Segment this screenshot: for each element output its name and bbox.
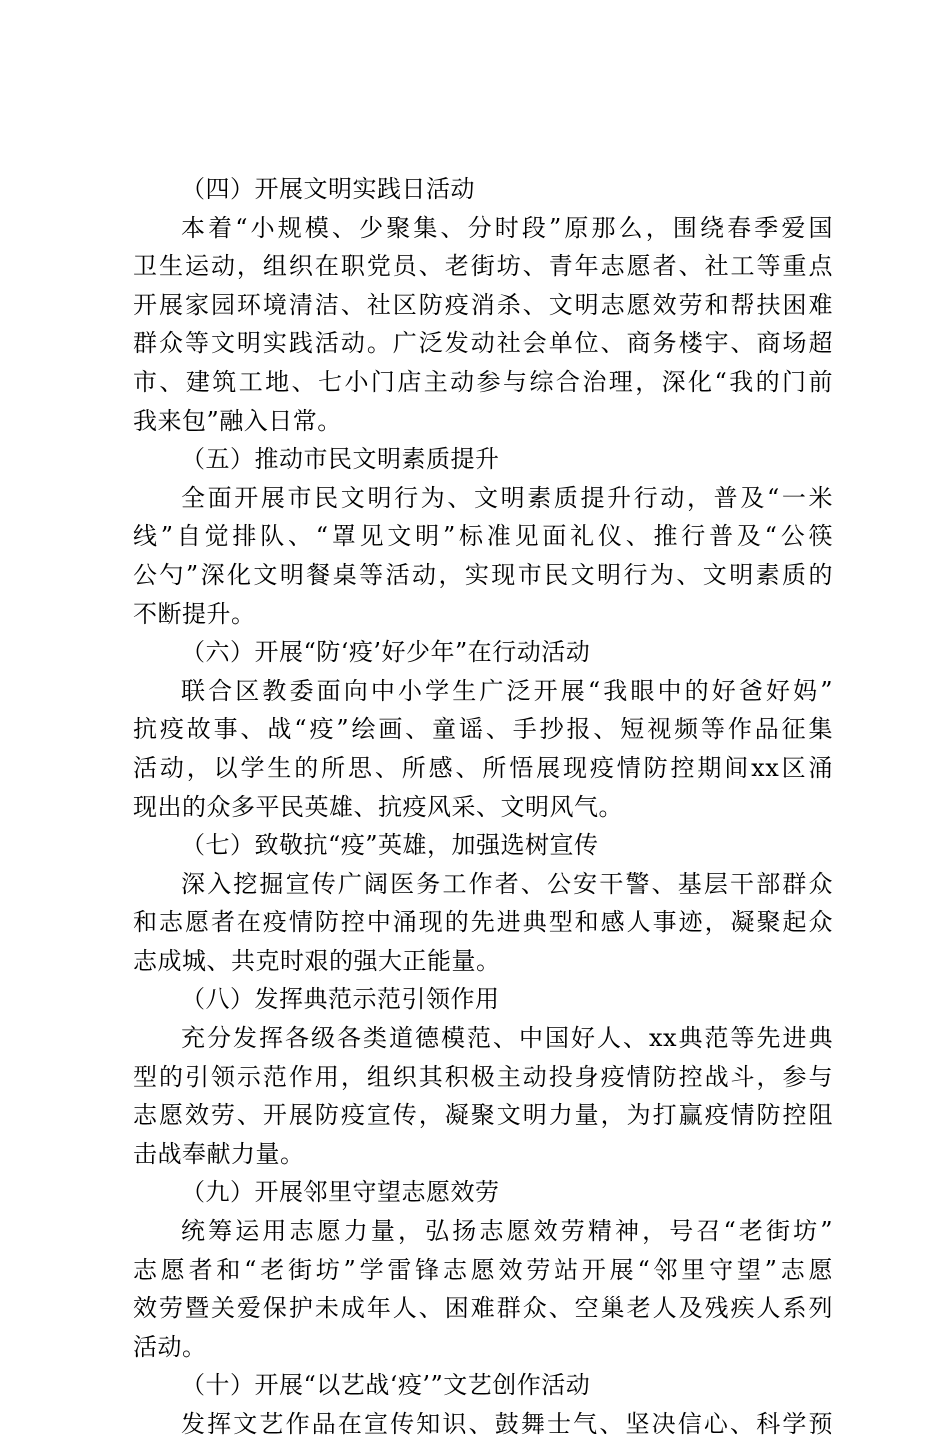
document-body (133, 170, 833, 1444)
section-heading: （七）致敬抗“疫”英雄，加强选树宣传 (181, 831, 599, 860)
paragraph-line: 开展家园环境清洁、社区防疫消杀、文明志愿效劳和帮扶困难 (133, 290, 833, 319)
paragraph-line: 群众等文明实践活动。广泛发动社会单位、商务楼宇、商场超 (133, 329, 833, 358)
paragraph-line: 效劳暨关爱保护未成年人、困难群众、空巢老人及残疾人系列 (133, 1294, 833, 1323)
paragraph-line: 发挥文艺作品在宣传知识、鼓舞士气、坚决信心、科学预 (181, 1410, 833, 1438)
paragraph-line: 抗疫故事、战“疫”绘画、童谣、手抄报、短视频等作品征集 (133, 715, 833, 744)
paragraph-line: 和志愿者在疫情防控中涌现的先进典型和感人事迹，凝聚起众 (133, 908, 833, 937)
paragraph-line: 现出的众多平民英雄、抗疫风采、文明风气。 (133, 792, 623, 821)
paragraph-line: 志愿效劳、开展防疫宣传，凝聚文明力量，为打赢疫情防控阻 (133, 1101, 833, 1130)
paragraph-line: 活动。 (133, 1332, 207, 1361)
section-heading: （六）开展“防‘疫’好少年”在行动活动 (181, 638, 591, 667)
paragraph-line: 卫生运动，组织在职党员、老街坊、青年志愿者、社工等重点 (133, 252, 833, 281)
paragraph-line: 志愿者和“老街坊”学雷锋志愿效劳站开展“邻里守望”志愿 (133, 1255, 833, 1284)
section-heading: （四）开展文明实践日活动 (181, 175, 475, 203)
paragraph-line: 活动，以学生的所思、所感、所悟展现疫情防控期间xx区涌 (133, 753, 833, 782)
section-heading: （五）推动市民文明素质提升 (181, 445, 500, 474)
paragraph-line: 线”自觉排队、“罩见文明”标准见面礼仪、推行普及“公筷 (133, 522, 833, 551)
paragraph-line: 公勺”深化文明餐桌等活动，实现市民文明行为、文明素质的 (133, 560, 833, 589)
paragraph-line: 志成城、共克时艰的强大正能量。 (133, 946, 501, 975)
paragraph-line: 市、建筑工地、七小门店主动参与综合治理，深化“我的门前 (133, 367, 833, 396)
paragraph-line: 深入挖掘宣传广阔医务工作者、公安干警、基层干部群众 (181, 869, 833, 898)
paragraph-line: 我来包”融入日常。 (133, 406, 342, 435)
section-heading: （八）发挥典范示范引领作用 (181, 985, 500, 1014)
paragraph-line: 不断提升。 (133, 599, 256, 628)
paragraph-line: 型的引领示范作用，组织其积极主动投身疫情防控战斗，参与 (133, 1062, 833, 1091)
paragraph-line: 本着“小规模、少聚集、分时段”原那么，围绕春季爱国 (181, 213, 833, 242)
paragraph-line: 击战奉献力量。 (133, 1139, 305, 1168)
paragraph-line: 充分发挥各级各类道德模范、中国好人、xx典范等先进典 (181, 1024, 833, 1053)
paragraph-line: 全面开展市民文明行为、文明素质提升行动，普及“一米 (181, 483, 833, 512)
section-heading: （九）开展邻里守望志愿效劳 (181, 1178, 500, 1207)
paragraph-line: 统筹运用志愿力量，弘扬志愿效劳精神，号召“老街坊” (181, 1217, 833, 1246)
paragraph-line: 联合区教委面向中小学生广泛开展“我眼中的好爸好妈” (181, 676, 833, 705)
section-heading: （十）开展“以艺战‘疫’”文艺创作活动 (181, 1371, 591, 1400)
